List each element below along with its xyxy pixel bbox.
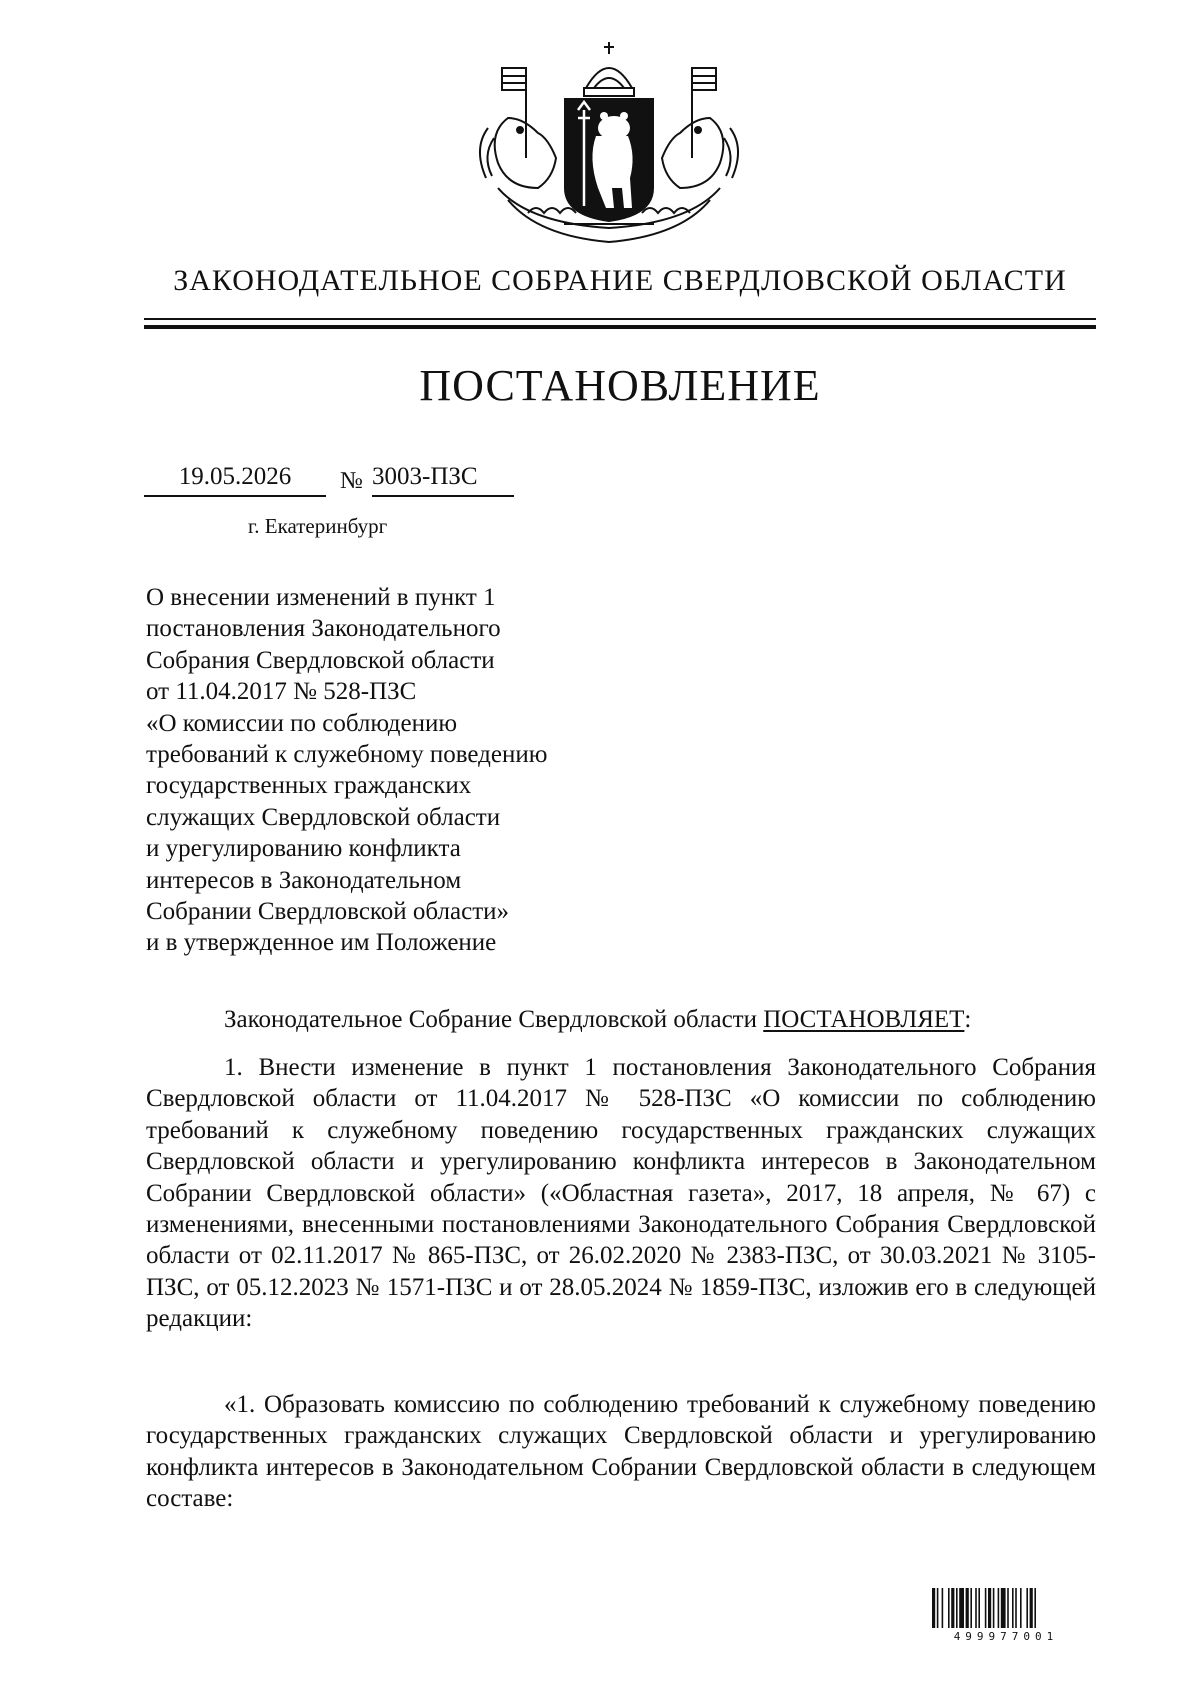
subject-line: и урегулированию конфликта xyxy=(146,835,461,863)
header-divider-thick xyxy=(144,325,1096,329)
barcode-bar xyxy=(942,1588,944,1628)
barcode-bar xyxy=(1007,1588,1009,1628)
preamble-colon: : xyxy=(964,1006,972,1033)
document-subject xyxy=(146,582,666,959)
barcode-bar xyxy=(1012,1588,1014,1628)
preamble-keyword: ПОСТАНОВЛЯЕТ xyxy=(763,1006,965,1033)
barcode-icon xyxy=(932,1588,1080,1628)
subject-line: от 11.04.2017 № 528-ПЗС xyxy=(146,678,417,706)
preamble-text: Законодательное Собрание Свердловской области xyxy=(224,1006,764,1033)
number-sign: № xyxy=(340,468,363,494)
barcode-bar xyxy=(948,1588,950,1628)
barcode-bar xyxy=(956,1588,958,1628)
subject-line: постановления Законодательного xyxy=(146,615,501,643)
subject-line: и в утвержденное им Положение xyxy=(146,929,497,957)
document-date: 19.05.2026 xyxy=(144,460,326,497)
document-city: г. Екатеринбург xyxy=(248,514,388,538)
header-divider-thin xyxy=(144,318,1096,320)
barcode-bar xyxy=(1034,1588,1036,1628)
barcode-bar xyxy=(1030,1588,1033,1628)
preamble xyxy=(224,1004,971,1036)
paragraph-1: 1. Внести изменение в пункт 1 постановления Законодательного Собрания Свердловской области от 11.04.2017 № 528-ПЗС «О комиссии по соблюдению требований к служебному поведению государственных гражданских служащих Свердловской области и урегулированию конфликта интересов в Законодательном Собрании Свердловской области» («Областная газета», 2017, 18 апреля, № 67) с изменениями, внесенными постановлениями Законодательного Собрания Свердловской области от 02.11.2017 № 865-ПЗС, от 26.02.2020 № 2383-ПЗС, от 30.03.2021 № 3105-ПЗС, от 05.12.2023 № 1571-ПЗС и от 28.05.2024 № 1859-ПЗС, изложив его в следующей редакции: xyxy=(146,1054,1096,1333)
barcode-bar xyxy=(998,1588,1000,1628)
barcode-bar xyxy=(966,1588,969,1628)
barcode-bar xyxy=(985,1588,987,1628)
barcode-bar xyxy=(959,1588,964,1628)
subject-line: интересов в Законодательном xyxy=(146,866,462,894)
document-title: ПОСТАНОВЛЕНИЕ xyxy=(419,361,821,410)
barcode-bar xyxy=(1001,1588,1006,1628)
barcode-bar xyxy=(988,1588,991,1628)
subject-line: Собрании Свердловской области» xyxy=(146,898,510,926)
barcode-bar xyxy=(975,1588,977,1628)
subject-line: О внесении изменений в пункт 1 xyxy=(146,584,496,611)
paragraph-2: «1. Образовать комиссию по соблюдению требований к служебному поведению государственных гражданских служащих Свердловской области и урегулированию конфликта интересов в Законодательном Собрании Свердловской области в следующем составе: xyxy=(146,1391,1096,1513)
barcode-bar xyxy=(970,1588,972,1628)
barcode-bar xyxy=(993,1588,995,1628)
subject-line: «О комиссии по соблюдению xyxy=(146,709,458,737)
barcode-bar xyxy=(951,1588,954,1628)
subject-line: служащих Свердловской области xyxy=(146,803,501,831)
document-number: 3003-ПЗС xyxy=(372,460,514,497)
barcode-bar xyxy=(1020,1588,1022,1628)
subject-line: государственных гражданских xyxy=(146,772,472,800)
organization-name: ЗАКОНОДАТЕЛЬНОЕ СОБРАНИЕ СВЕРДЛОВСКОЙ ОБЛАСТИ xyxy=(173,264,1067,297)
barcode-bar xyxy=(1026,1588,1028,1628)
barcode-bar xyxy=(1015,1588,1017,1628)
barcode-bar xyxy=(937,1588,939,1628)
subject-line: требований к служебному поведению xyxy=(146,741,548,769)
barcode-bar xyxy=(978,1588,980,1628)
subject-line: Собрания Свердловской области xyxy=(146,646,495,674)
barcode-digits: 499977001 xyxy=(953,1630,1059,1643)
barcode-bar xyxy=(932,1588,935,1628)
coat-of-arms-icon xyxy=(468,38,750,250)
